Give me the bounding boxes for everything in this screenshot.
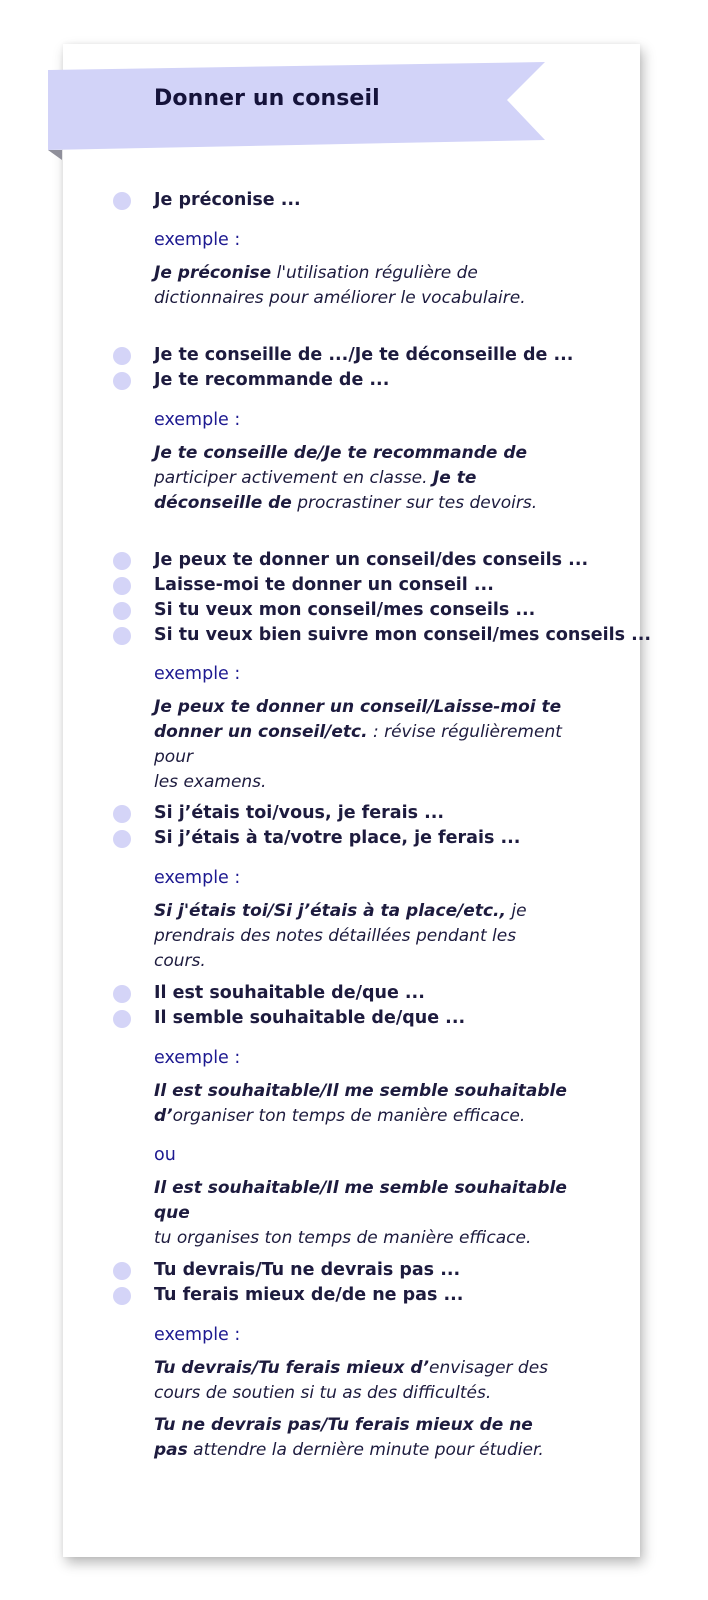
ribbon-shape — [48, 62, 560, 162]
phrase-item: Il semble souhaitable de/que ... — [154, 1008, 466, 1028]
phrase-item: Si tu veux mon conseil/mes conseils ... — [154, 600, 536, 620]
bullet-dot — [113, 627, 131, 645]
example-text: Je te conseille de/Je te recommande de participer activement en classe. Je te déconseille de procrastiner sur tes devoirs. — [154, 443, 538, 513]
exemple-label: exemple : — [154, 1325, 241, 1345]
exemple-label: exemple : — [154, 868, 241, 888]
example-text: Je peux te donner un conseil/Laisse-moi te donner un conseil/etc. : révise régulièrement pour les examens. — [154, 697, 562, 792]
example-text: Il est souhaitable/Il me semble souhaitable d’organiser ton temps de manière efficace. — [154, 1081, 567, 1126]
bullet-dot — [113, 347, 131, 365]
exemple-label: exemple : — [154, 664, 241, 684]
exemple-label: exemple : — [154, 1048, 241, 1068]
bullet-dot — [113, 805, 131, 823]
phrase-item: Si j’étais toi/vous, je ferais ... — [154, 803, 445, 823]
phrase-item: Tu ferais mieux de/de ne pas ... — [154, 1285, 464, 1305]
phrase-item: Si tu veux bien suivre mon conseil/mes conseils ... — [154, 625, 652, 645]
example-text: Tu ne devrais pas/Tu ferais mieux de ne pas attendre la dernière minute pour étudier. — [154, 1415, 544, 1460]
phrase-item: Je te recommande de ... — [154, 370, 390, 390]
bullet-dot — [113, 192, 131, 210]
phrase-item: Il est souhaitable de/que ... — [154, 983, 425, 1003]
bullet-dot — [113, 830, 131, 848]
phrase-item: Si j’étais à ta/votre place, je ferais ... — [154, 828, 521, 848]
phrase-item: Je te conseille de .../Je te déconseille de ... — [154, 345, 574, 365]
exemple-label: exemple : — [154, 410, 241, 430]
bullet-dot — [113, 372, 131, 390]
exemple-label: exemple : — [154, 230, 241, 250]
phrase-item: Je peux te donner un conseil/des conseils ... — [154, 550, 589, 570]
bullet-dot — [113, 577, 131, 595]
bullet-dot — [113, 552, 131, 570]
example-text: Tu devrais/Tu ferais mieux d’envisager des cours de soutien si tu as des difficultés. — [154, 1358, 549, 1403]
bullet-dot — [113, 985, 131, 1003]
example-text: Il est souhaitable/Il me semble souhaitable que tu organises ton temps de manière efficace. — [154, 1178, 567, 1248]
bullet-dot — [113, 1287, 131, 1305]
phrase-item: Laisse-moi te donner un conseil ... — [154, 575, 494, 595]
bullet-dot — [113, 602, 131, 620]
phrase-item: Tu devrais/Tu ne devrais pas ... — [154, 1260, 461, 1280]
bullet-dot — [113, 1010, 131, 1028]
phrase-item: Je préconise ... — [154, 190, 301, 210]
ou-label: ou — [154, 1145, 176, 1165]
example-text: Si j'étais toi/Si j’étais à ta place/etc., je prendrais des notes détaillées pendant les cours. — [154, 901, 527, 971]
bullet-dot — [113, 1262, 131, 1280]
page-title: Donner un conseil — [154, 86, 380, 111]
example-text: Je préconise l'utilisation régulière de dictionnaires pour améliorer le vocabulaire. — [154, 263, 526, 308]
title-ribbon — [48, 62, 560, 152]
